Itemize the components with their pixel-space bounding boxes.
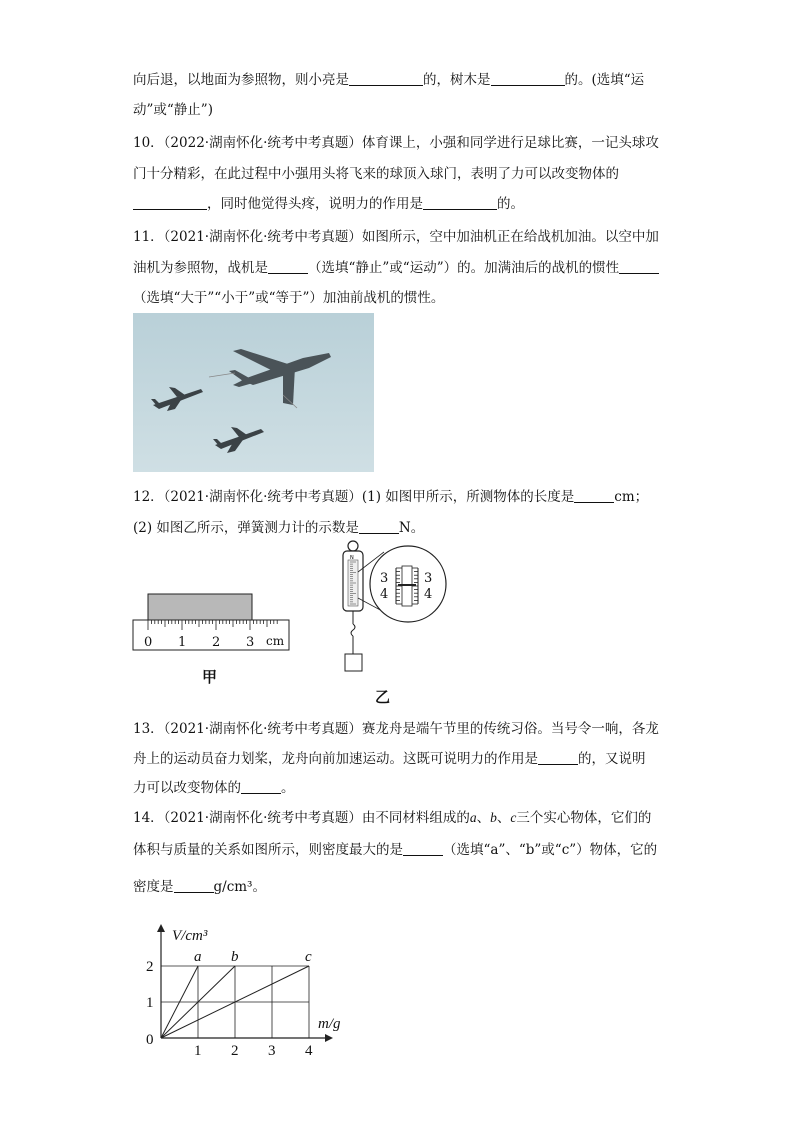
hanging-weight (345, 654, 362, 671)
volume-mass-graph (140, 918, 360, 1058)
origin-label: 0 (146, 1032, 154, 1048)
q9-text-a: 向后退，以地面为参照物，则小亮是 (133, 72, 349, 88)
q12-text-a: 12．（2021·湖南怀化·统考中考真题）(1) 如图甲所示，所测物体的长度是 (133, 489, 575, 505)
answer-blank[interactable] (268, 259, 308, 274)
answer-blank[interactable] (349, 71, 423, 86)
q13-line2 (133, 747, 646, 767)
answer-blank[interactable] (133, 195, 207, 210)
q13-line3 (133, 776, 295, 796)
answer-blank[interactable] (423, 195, 497, 210)
separator: 、 (496, 810, 511, 826)
scale-unit: N (350, 555, 354, 561)
ruler-tick-label: 1 (178, 635, 187, 650)
x-axis-label: m/g (318, 1016, 341, 1032)
answer-blank[interactable] (174, 878, 214, 893)
q14-text-b: （选填“a”、“b”或“c”）物体，它的 (443, 842, 658, 858)
q9-line1 (133, 68, 644, 88)
series-label-c: c (305, 949, 312, 965)
magnified-label: 4 (424, 587, 433, 602)
q13-text-b: 。 (281, 780, 295, 796)
caption-yi: 乙 (375, 688, 391, 706)
q14-text-a: 14．（2021·湖南怀化·统考中考真题）由不同材料组成的 (133, 810, 470, 826)
q14-text-a: 密度是 (133, 879, 174, 895)
q13-text-a: 力可以改变物体的 (133, 780, 241, 796)
answer-blank[interactable] (403, 841, 443, 856)
q14-text-a: 体积与质量的关系如图所示，则密度最大的是 (133, 842, 403, 858)
ruler-tick-label: 2 (212, 635, 221, 650)
separator: 、 (476, 810, 491, 826)
x-tick-label: 4 (305, 1043, 313, 1058)
q9-line2: 动”或“静止”) (133, 102, 213, 118)
q12-text-b: N。 (398, 520, 425, 536)
q11-line1: 11．（2021·湖南怀化·统考中考真题）如图所示，空中加油机正在给战机加油。以空中加 (133, 229, 659, 245)
x-axis-arrow (325, 1034, 333, 1042)
y-tick-label: 1 (146, 995, 154, 1011)
answer-blank[interactable] (538, 750, 578, 765)
y-axis-label: V/cm³ (172, 928, 208, 944)
q13-text-b: 的，又说明 (578, 751, 646, 767)
x-tick-label: 2 (231, 1043, 239, 1058)
x-tick-label: 1 (194, 1043, 202, 1058)
magnified-label: 4 (380, 587, 389, 602)
q13-line1: 13．（2021·湖南怀化·统考中考真题）赛龙舟是端午节里的传统习俗。当号令一响，各龙 (133, 721, 659, 737)
answer-blank[interactable] (491, 71, 565, 86)
var-b: b (490, 810, 497, 825)
q14-text-b: g/cm³。 (213, 879, 266, 895)
ruler-unit: cm (266, 634, 285, 648)
answer-blank[interactable] (574, 488, 614, 503)
aircraft-image (133, 313, 374, 472)
q13-text-a: 舟上的运动员奋力划桨，龙舟向前加速运动。这既可说明力的作用是 (133, 751, 538, 767)
magnified-label: 3 (424, 571, 433, 586)
q14-line2 (133, 838, 657, 858)
q10-text-c: 的。 (497, 196, 524, 212)
q10-line2: 门十分精彩，在此过程中小强用头将飞来的球顶入球门，表明了力可以改变物体的 (133, 166, 619, 182)
q10-line1: 10．（2022·湖南怀化·统考中考真题）体育课上，小强和同学进行足球比赛，一记头球攻 (133, 135, 659, 151)
q11-line3: （选填“大于”“小于”或“等于”）加油前战机的惯性。 (133, 290, 445, 306)
q11-text-a: 油机为参照物，战机是 (133, 260, 268, 276)
ruler-diagram (132, 590, 292, 652)
q12-line2 (133, 516, 424, 536)
spring-scale-diagram (336, 538, 456, 678)
y-axis-arrow (157, 924, 165, 932)
q14-line1 (133, 806, 651, 826)
caption-jia: 甲 (202, 668, 218, 686)
ruler-tick-label: 3 (246, 635, 255, 650)
q12-line1 (133, 485, 648, 505)
q9-text-c: 的。(选填“运 (564, 72, 645, 88)
spring-scale-figure (336, 538, 456, 678)
q12-text-b: cm； (614, 489, 649, 505)
x-tick-label: 3 (268, 1043, 276, 1058)
answer-blank[interactable] (241, 779, 281, 794)
answer-blank[interactable] (619, 259, 659, 274)
q14-line3 (133, 875, 266, 895)
q9-text-b: 的，树木是 (423, 72, 491, 88)
magnified-label: 3 (380, 571, 389, 586)
y-tick-label: 2 (146, 959, 154, 975)
var-a: a (469, 810, 477, 825)
series-label-b: b (231, 949, 239, 965)
var-c: c (510, 810, 517, 825)
q11-line2 (133, 256, 659, 276)
q10-text-b: ，同时他觉得头疼，说明力的作用是 (207, 196, 423, 212)
q10-line3 (133, 192, 524, 212)
ruler-figure (132, 590, 292, 652)
vm-chart-svg (140, 918, 360, 1058)
measured-block (148, 594, 252, 620)
q11-text-b: （选填“静止”或“运动”）的。加满油后的战机的惯性 (308, 260, 620, 276)
answer-blank[interactable] (359, 519, 399, 534)
q14-text-b: 三个实心物体，它们的 (516, 810, 652, 826)
q12-text-a: (2) 如图乙所示，弹簧测力计的示数是 (133, 520, 359, 536)
refueling-photo (133, 313, 374, 472)
ruler-tick-label: 0 (144, 635, 153, 650)
series-label-a: a (194, 949, 202, 965)
